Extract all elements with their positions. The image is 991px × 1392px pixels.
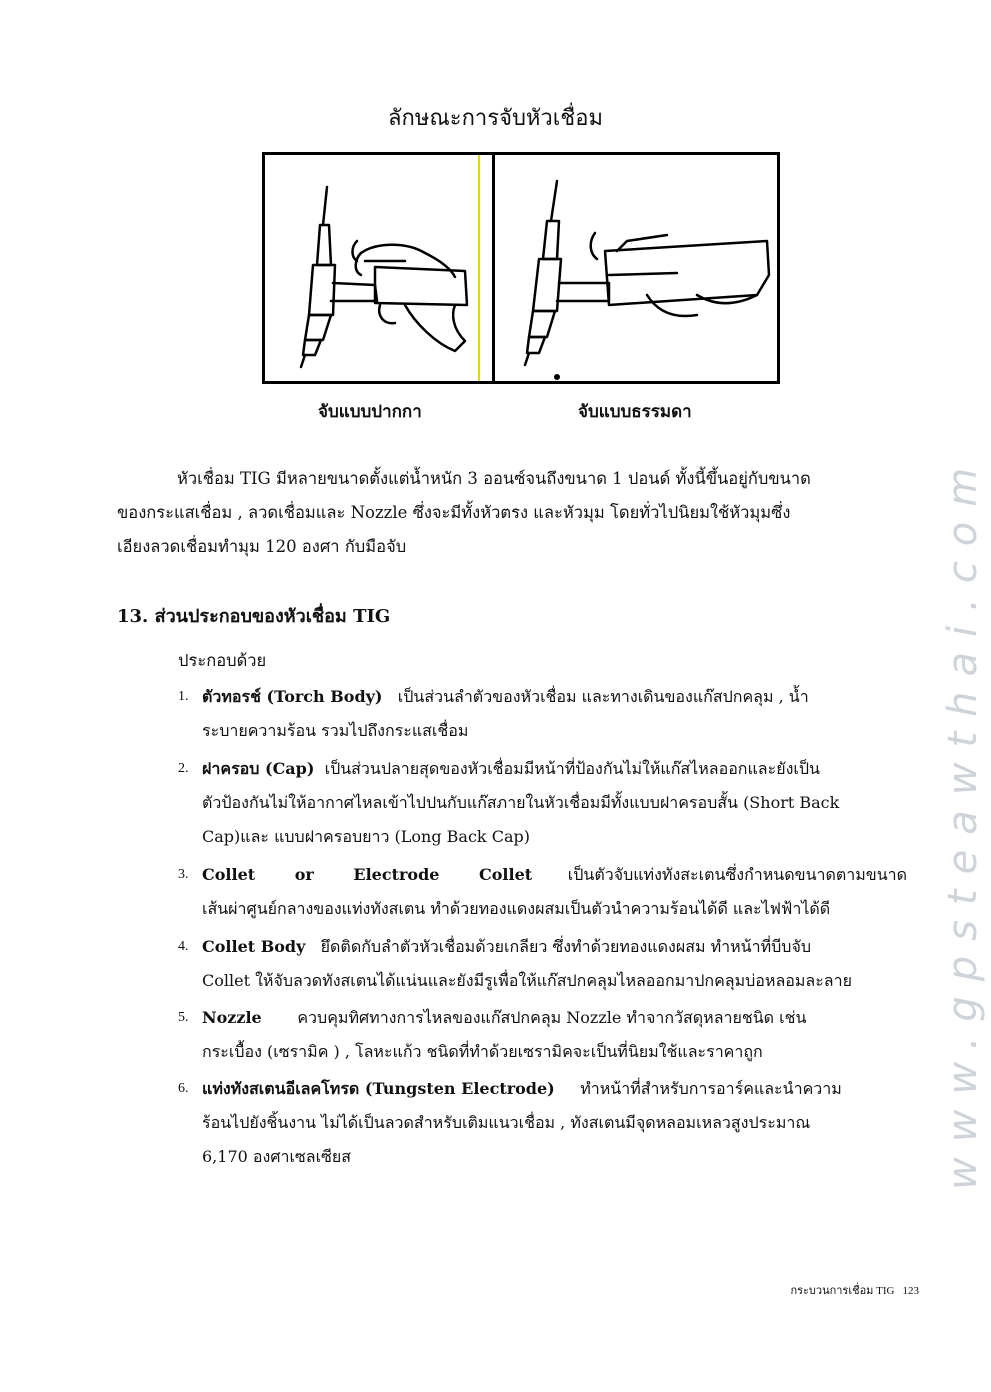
figure-divider — [492, 155, 495, 381]
figure-yellow-line — [478, 155, 480, 381]
pen-grip-illustration — [265, 155, 477, 381]
normal-grip-illustration — [497, 155, 777, 381]
figure-heading: ลักษณะการจับหัวเชื่อม — [388, 106, 603, 131]
list-item — [178, 680, 920, 748]
caption-pen-grip: จับแบบปากกา — [318, 402, 422, 422]
section-title: 13. ส่วนประกอบของหัวเชื่อม TIG — [117, 606, 391, 627]
list-item — [178, 752, 920, 854]
torch-grip-figure — [262, 152, 780, 384]
item-line: ควบคุมทิศทางการไหลของแก๊สปกคลุม Nozzle ทำจากวัสดุหลายชนิด เช่น — [297, 1008, 807, 1027]
item-number: 1. — [178, 689, 189, 704]
item-term: Nozzle — [202, 1008, 262, 1027]
item-term: Collet Body — [202, 937, 306, 956]
watermark: www.gpsteawthai.com — [940, 452, 986, 1190]
list-item — [178, 858, 920, 926]
footer-title: กระบวนการเชื่อม TIG — [790, 1285, 895, 1297]
item-line: ยึดติดกับลำตัวหัวเชื่อมด้วยเกลียว ซึ่งทำด้วยทองแดงผสม ทำหน้าที่บีบจับ — [320, 937, 811, 956]
caption-normal-grip: จับแบบธรรมดา — [578, 402, 692, 422]
item-line: ทำหน้าที่สำหรับการอาร์คและนำความ — [580, 1079, 842, 1098]
item-term: แท่งทังสเตนอีเลคโทรด (Tungsten Electrode) — [202, 1079, 555, 1098]
item-line: ระบายความร้อน รวมไปถึงกระแสเชื่อม — [202, 721, 469, 740]
item-line: เป็นส่วนลำตัวของหัวเชื่อม และทางเดินของแก๊สปกคลุม , น้ำ — [397, 687, 809, 706]
intro-paragraph — [117, 462, 922, 564]
list-item — [178, 930, 920, 998]
intro-line: หัวเชื่อม TIG มีหลายขนาดตั้งแต่น้ำหนัก 3 ออนซ์จนถึงขนาด 1 ปอนด์ ทั้งนี้ขึ้นอยู่กับขนาด — [177, 469, 811, 488]
list-item — [178, 1001, 920, 1069]
item-line: เป็นตัวจับแท่งทังสะเตนซึ่งกำหนดขนาดตามขนาด — [567, 865, 908, 884]
section-intro: ประกอบด้วย — [178, 651, 267, 670]
item-line: ตัวป้องกันไม่ให้อากาศไหลเข้าไปปนกับแก๊สภายในหัวเชื่อมมีทั้งแบบฝาครอบสั้น (Short Back — [202, 793, 840, 812]
item-line: 6,170 องศาเซลเซียส — [202, 1147, 352, 1166]
item-line: กระเบื้อง (เซรามิค ) , โลหะแก้ว ชนิดที่ทำด้วยเซรามิคจะเป็นที่นิยมใช้และราคาถูก — [202, 1042, 763, 1061]
intro-line: เอียงลวดเชื่อมทำมุม 120 องศา กับมือจับ — [117, 537, 407, 556]
list-item — [178, 1072, 920, 1174]
item-number: 3. — [178, 867, 189, 882]
item-line: Cap)และ แบบฝาครอบยาว (Long Back Cap) — [202, 827, 530, 846]
item-term: Collet or Electrode Collet — [202, 865, 533, 884]
item-number: 2. — [178, 761, 189, 776]
item-number: 6. — [178, 1081, 189, 1096]
intro-line: ของกระแสเชื่อม , ลวดเชื่อมและ Nozzle ซึ่งจะมีทั้งหัวตรง และหัวมุม โดยทั่วไปนิยมใช้หัวมุมซึ่ง — [117, 503, 791, 522]
item-line: เป็นส่วนปลายสุดของหัวเชื่อมมีหน้าที่ป้องกันไม่ให้แก๊สไหลออกและยังเป็น — [324, 759, 820, 778]
page-number: 123 — [902, 1285, 919, 1297]
item-line: เส้นผ่าศูนย์กลางของแท่งทังสเตน ทำด้วยทองแดงผสมเป็นตัวนำความร้อนได้ดี และไฟฟ้าได้ดี — [202, 899, 831, 918]
item-line: ร้อนไปยังชิ้นงาน ไม่ได้เป็นลวดสำหรับเติมแนวเชื่อม , ทังสเตนมีจุดหลอมเหลวสูงประมาณ — [202, 1113, 811, 1132]
item-line: Collet ให้จับลวดทังสเตนได้แน่นและยังมีรูเพื่อให้แก๊สปกคลุมไหลออกมาปกคลุมบ่อหลอมละลาย — [202, 971, 852, 990]
page-footer — [790, 1281, 919, 1299]
item-number: 4. — [178, 939, 189, 954]
item-term: ตัวทอรช์ (Torch Body) — [202, 687, 383, 706]
item-number: 5. — [178, 1010, 189, 1025]
item-term: ฝาครอบ (Cap) — [202, 759, 315, 778]
